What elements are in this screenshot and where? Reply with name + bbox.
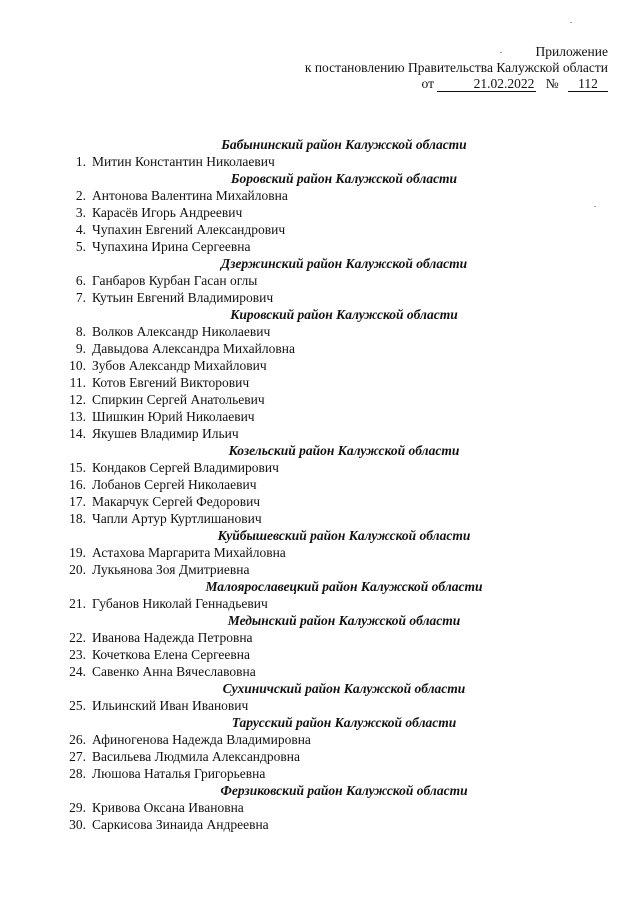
person-name: Кривова Оксана Ивановна (92, 800, 244, 815)
person-name: Митин Константин Николаевич (92, 154, 275, 169)
person-name: Котов Евгений Викторович (92, 375, 250, 390)
item-number: 23. (69, 647, 86, 662)
list-item (64, 629, 584, 646)
district-heading: Малоярославецкий район Калужской области (205, 579, 483, 594)
item-number: 26. (69, 732, 86, 747)
person-name: Якушев Владимир Ильич (92, 426, 239, 441)
item-number: 14. (69, 426, 86, 441)
appendix-label: Приложение (535, 44, 608, 59)
item-number: 21. (69, 596, 86, 611)
item-number: 5. (75, 239, 86, 254)
list-item (64, 493, 584, 510)
list-item (64, 272, 584, 289)
item-number: 1. (75, 154, 86, 169)
district-heading: Тарусский район Калужской области (231, 715, 457, 730)
person-name: Губанов Николай Геннадьевич (92, 596, 268, 611)
nominee-list (64, 136, 584, 833)
person-name: Спиркин Сергей Анатольевич (92, 392, 265, 407)
list-item (64, 153, 584, 170)
date-value: 21.02.2022 (437, 77, 536, 92)
list-item (64, 391, 584, 408)
item-number: 19. (69, 545, 86, 560)
list-item (64, 340, 584, 357)
item-number: 10. (69, 358, 86, 373)
item-number: 27. (69, 749, 86, 764)
item-number: 3. (75, 205, 86, 220)
district-heading: Боровский район Калужской области (230, 171, 458, 186)
list-item (64, 544, 584, 561)
list-item (64, 374, 584, 391)
person-name: Кондаков Сергей Владимирович (92, 460, 279, 475)
item-number: 9. (75, 341, 86, 356)
scan-speck (500, 52, 502, 53)
person-name: Лукьянова Зоя Дмитриевна (92, 562, 250, 577)
district-heading: Кировский район Калужской области (230, 307, 458, 322)
person-name: Лобанов Сергей Николаевич (92, 477, 257, 492)
person-name: Чупахина Ирина Сергеевна (92, 239, 251, 254)
item-number: 6. (75, 273, 86, 288)
list-item (64, 561, 584, 578)
scan-speck (594, 206, 596, 207)
district-heading: Козельский район Калужской области (228, 443, 460, 458)
person-name: Давыдова Александра Михайловна (92, 341, 295, 356)
list-item (64, 510, 584, 527)
list-item (64, 765, 584, 782)
person-name: Афиногенова Надежда Владимировна (92, 732, 311, 747)
item-number: 28. (69, 766, 86, 781)
person-name: Макарчук Сергей Федорович (92, 494, 261, 509)
item-number: 8. (75, 324, 86, 339)
person-name: Кутьин Евгений Владимирович (92, 290, 274, 305)
number-sign: № (545, 76, 559, 91)
item-number: 20. (69, 562, 86, 577)
person-name: Кочеткова Елена Сергеевна (92, 647, 251, 662)
item-number: 11. (69, 375, 86, 390)
list-item (64, 204, 584, 221)
list-item (64, 663, 584, 680)
district-heading: Ферзиковский район Калужской области (220, 783, 468, 798)
person-name: Савенко Анна Вячеславовна (92, 664, 256, 679)
list-item (64, 697, 584, 714)
item-number: 30. (69, 817, 86, 832)
item-number: 2. (75, 188, 86, 203)
list-item (64, 238, 584, 255)
list-item (64, 221, 584, 238)
list-item (64, 646, 584, 663)
item-number: 24. (69, 664, 86, 679)
person-name: Люшова Наталья Григорьевна (92, 766, 266, 781)
item-number: 18. (69, 511, 86, 526)
person-name: Карасёв Игорь Андреевич (92, 205, 243, 220)
person-name: Ганбаров Курбан Гасан оглы (92, 273, 258, 288)
item-number: 17. (69, 494, 86, 509)
item-number: 15. (69, 460, 86, 475)
list-item (64, 459, 584, 476)
person-name: Антонова Валентина Михайловна (92, 188, 288, 203)
scan-speck (570, 22, 572, 23)
list-item (64, 357, 584, 374)
list-item (64, 816, 584, 833)
list-item (64, 289, 584, 306)
person-name: Саркисова Зинаида Андреевна (92, 817, 269, 832)
item-number: 4. (75, 222, 86, 237)
list-item (64, 595, 584, 612)
person-name: Волков Александр Николаевич (92, 324, 271, 339)
list-item (64, 187, 584, 204)
list-item (64, 425, 584, 442)
list-item (64, 748, 584, 765)
district-heading: Дзержинский район Калужской области (220, 256, 468, 271)
person-name: Чапли Артур Куртлишанович (92, 511, 262, 526)
document-header (305, 44, 608, 92)
item-number: 12. (69, 392, 86, 407)
list-item (64, 323, 584, 340)
person-name: Иванова Надежда Петровна (92, 630, 253, 645)
number-value: 112 (568, 77, 608, 92)
item-number: 25. (69, 698, 86, 713)
district-heading: Куйбышевский район Калужской области (217, 528, 471, 543)
item-number: 13. (69, 409, 86, 424)
item-number: 29. (69, 800, 86, 815)
list-item (64, 731, 584, 748)
person-name: Астахова Маргарита Михайловна (92, 545, 286, 560)
person-name: Зубов Александр Михайлович (92, 358, 267, 373)
item-number: 16. (69, 477, 86, 492)
list-item (64, 799, 584, 816)
from-label: от (421, 76, 434, 91)
person-name: Чупахин Евгений Александрович (92, 222, 286, 237)
person-name: Васильева Людмила Александровна (92, 749, 300, 764)
item-number: 22. (69, 630, 86, 645)
district-heading: Бабынинский район Калужской области (221, 137, 467, 152)
list-item (64, 408, 584, 425)
district-heading: Сухиничский район Калужской области (222, 681, 466, 696)
district-heading: Медынский район Калужской области (227, 613, 461, 628)
date-number-line (305, 76, 608, 92)
resolution-reference: к постановлению Правительства Калужской области (304, 60, 608, 75)
person-name: Ильинский Иван Иванович (92, 698, 249, 713)
item-number: 7. (75, 290, 86, 305)
person-name: Шишкин Юрий Николаевич (92, 409, 255, 424)
list-item (64, 476, 584, 493)
